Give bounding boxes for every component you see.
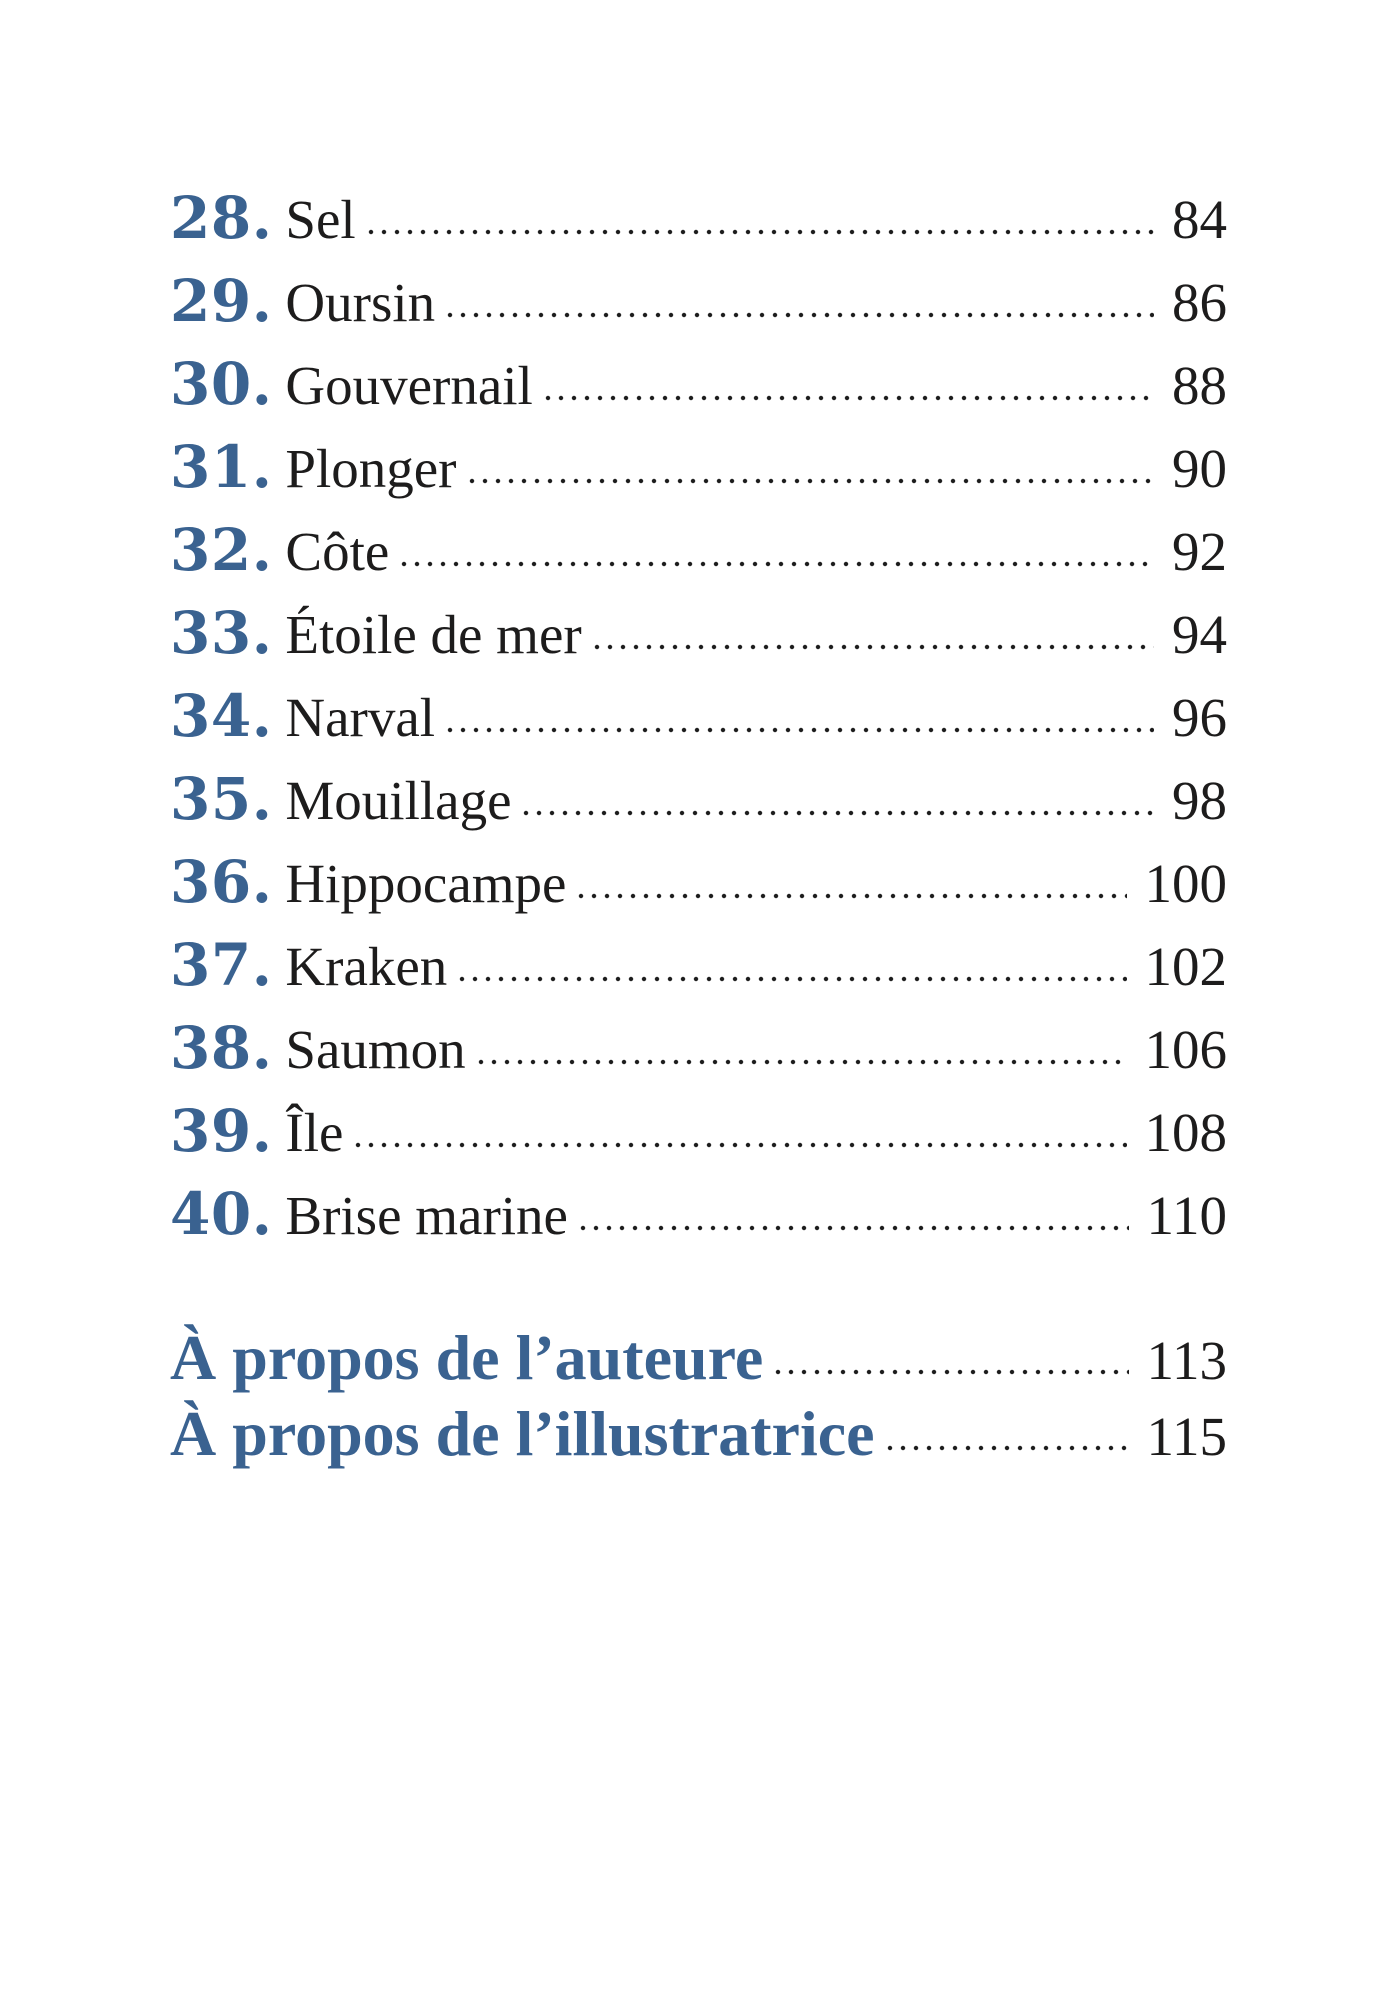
chapter-title: Étoile de mer — [285, 604, 582, 665]
chapter-number: 40. — [170, 1180, 273, 1248]
toc-entry — [170, 260, 1227, 343]
chapter-number: 32. — [170, 516, 273, 584]
toc-entry — [170, 675, 1227, 758]
chapter-title: Hippocampe — [285, 853, 567, 914]
dot-leader — [580, 1225, 1129, 1231]
page-number: 113 — [1146, 1330, 1227, 1391]
dot-leader — [447, 727, 1154, 733]
dot-leader — [775, 1369, 1128, 1375]
chapter-title: Kraken — [285, 936, 448, 997]
dot-leader — [523, 810, 1154, 816]
chapter-number: 39. — [170, 1097, 273, 1165]
chapter-number: 35. — [170, 765, 273, 833]
page-number: 98 — [1172, 770, 1227, 831]
chapter-number: 38. — [170, 1014, 273, 1082]
page-number: 106 — [1144, 1019, 1227, 1080]
chapter-title: Mouillage — [285, 770, 512, 831]
chapter-title: Narval — [285, 687, 436, 748]
page-number: 88 — [1172, 355, 1227, 416]
dot-leader — [478, 1059, 1127, 1065]
page-number: 90 — [1172, 438, 1227, 499]
toc-entry — [170, 841, 1227, 924]
chapter-number: 28. — [170, 184, 273, 252]
dot-leader — [887, 1445, 1129, 1451]
page-number: 86 — [1172, 272, 1227, 333]
chapter-list — [170, 177, 1227, 1256]
chapter-title: Brise marine — [285, 1185, 568, 1246]
chapter-title: Saumon — [285, 1019, 466, 1080]
toc-entry — [170, 1090, 1227, 1173]
dot-leader — [459, 976, 1126, 982]
page-number: 92 — [1172, 521, 1227, 582]
toc-entry — [170, 592, 1227, 675]
chapter-number: 33. — [170, 599, 273, 667]
dot-leader — [578, 893, 1126, 899]
dot-leader — [368, 229, 1154, 235]
dot-leader — [447, 312, 1154, 318]
chapter-title: Oursin — [285, 272, 436, 333]
page-number: 100 — [1144, 853, 1227, 914]
chapter-number: 30. — [170, 350, 273, 418]
dot-leader — [401, 561, 1154, 567]
chapter-title: Sel — [285, 189, 356, 250]
chapter-number: 29. — [170, 267, 273, 335]
chapter-title: Plonger — [285, 438, 457, 499]
about-title: À propos de l’auteure — [170, 1322, 764, 1393]
chapter-title: Gouvernail — [285, 355, 533, 416]
chapter-title: Côte — [285, 521, 390, 582]
dot-leader — [469, 478, 1154, 484]
toc-entry — [170, 758, 1227, 841]
dot-leader — [545, 395, 1154, 401]
about-title: À propos de l’illustratrice — [170, 1398, 875, 1469]
toc-entry — [170, 509, 1227, 592]
chapter-number: 36. — [170, 848, 273, 916]
about-list — [170, 1320, 1227, 1472]
page-number: 115 — [1146, 1406, 1227, 1467]
page-number: 108 — [1144, 1102, 1227, 1163]
toc-entry — [170, 426, 1227, 509]
page-number: 110 — [1146, 1185, 1227, 1246]
chapter-number: 31. — [170, 433, 273, 501]
toc-about-entry — [170, 1396, 1227, 1472]
dot-leader — [594, 644, 1154, 650]
toc-entry — [170, 1007, 1227, 1090]
chapter-number: 34. — [170, 682, 273, 750]
dot-leader — [355, 1142, 1126, 1148]
toc-entry — [170, 1173, 1227, 1256]
chapter-title: Île — [285, 1102, 344, 1163]
toc-entry — [170, 343, 1227, 426]
toc-about-entry — [170, 1320, 1227, 1396]
page-number: 94 — [1172, 604, 1227, 665]
page-number: 96 — [1172, 687, 1227, 748]
page-number: 84 — [1172, 189, 1227, 250]
toc-entry — [170, 177, 1227, 260]
toc-entry — [170, 924, 1227, 1007]
page-number: 102 — [1144, 936, 1227, 997]
chapter-number: 37. — [170, 931, 273, 999]
